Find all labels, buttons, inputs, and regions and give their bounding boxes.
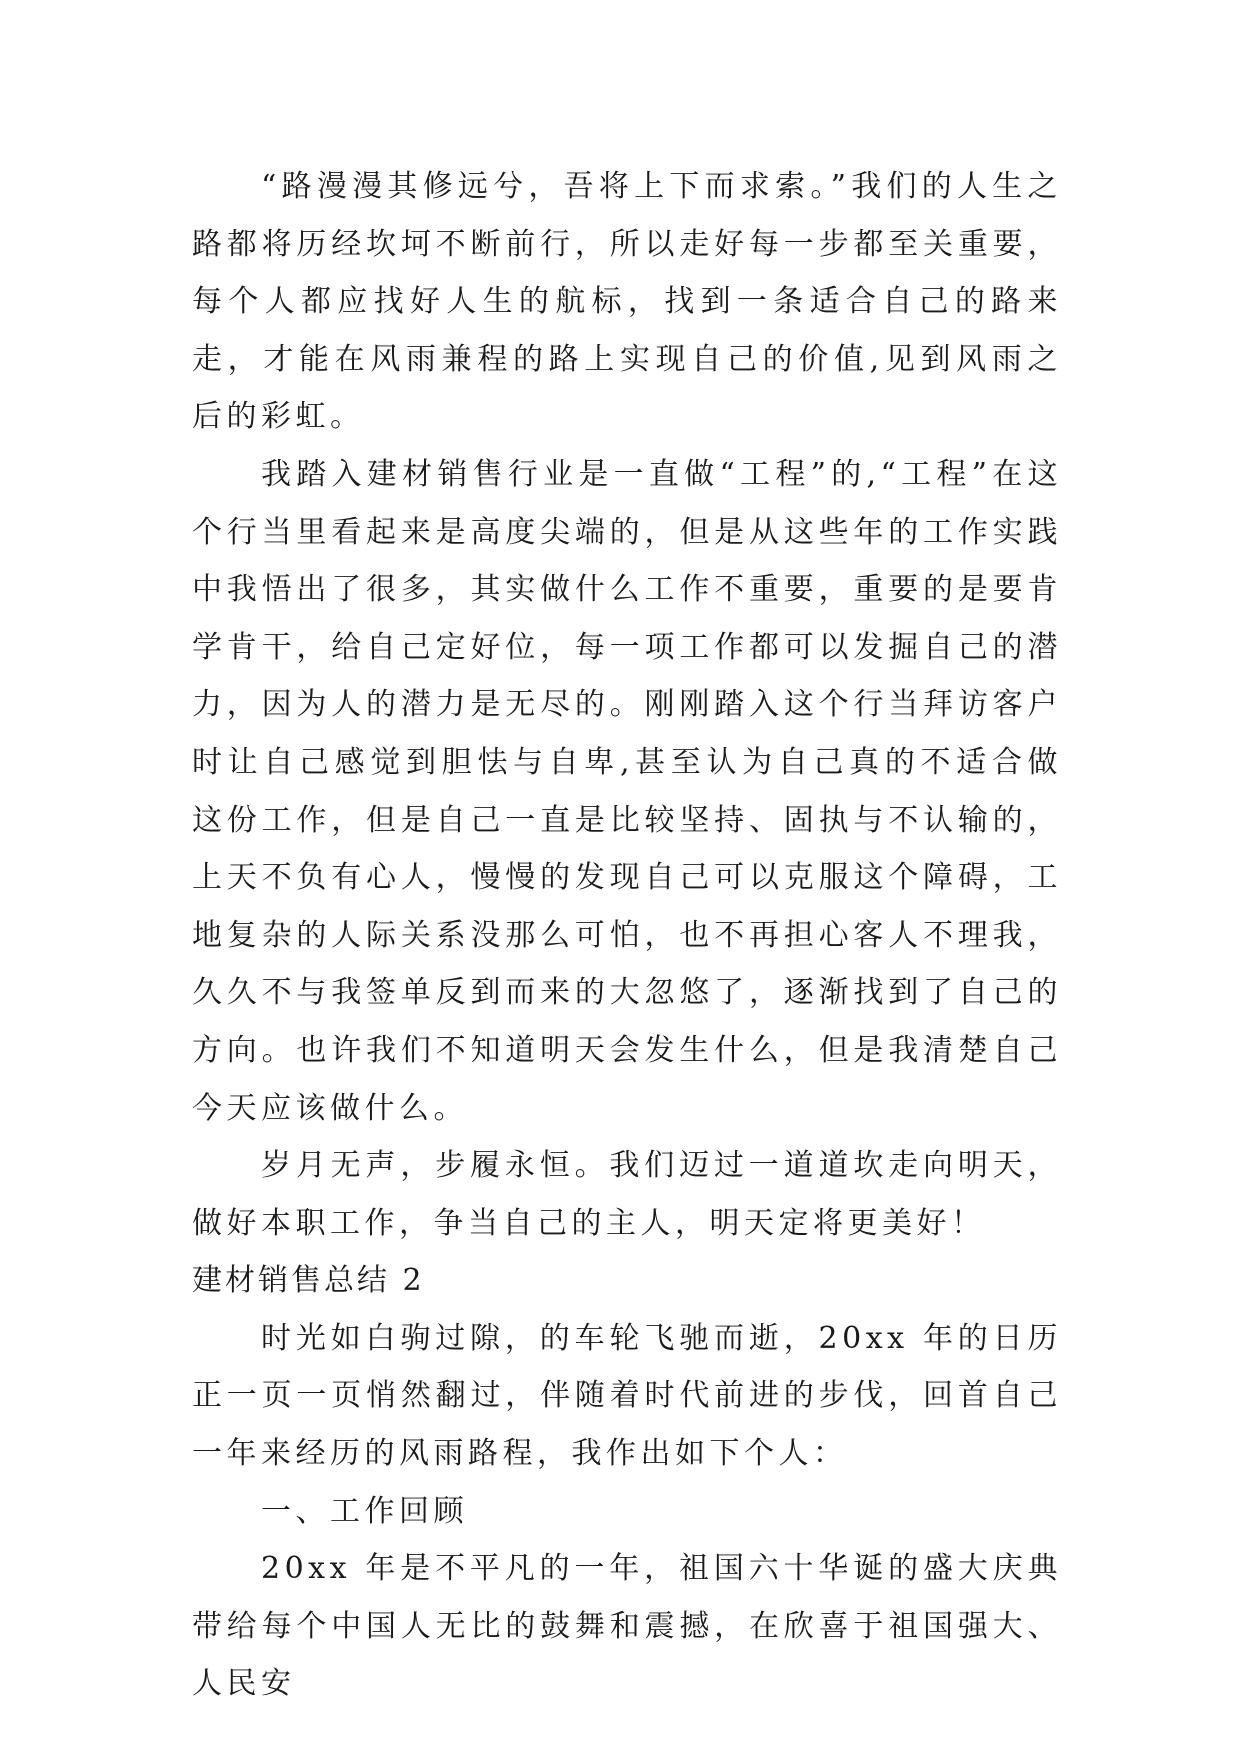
section-title: 一、工作回顾: [261, 1493, 468, 1529]
document-page: [192, 158, 1062, 1713]
paragraph-review: 20xx 年是不平凡的一年，祖国六十华诞的盛大庆典带给每个中国人无比的鼓舞和震撼，在欣喜于祖国强大、人民安: [192, 1551, 1062, 1702]
paragraph-intro: “路漫漫其修远兮，吾将上下而求索。”我们的人生之路都将历经坎坷不断前行，所以走好每一步都至关重要，每个人都应找好人生的航标，找到一条适合自己的路来走，才能在风雨兼程的路上实现自己的价值,见到风雨之后的彩虹。: [192, 169, 1062, 435]
paragraph-closing: 岁月无声，步履永恒。我们迈过一道道坎走向明天，做好本职工作，争当自己的主人，明天定将更美好！: [192, 1148, 1062, 1241]
paragraph-reflection: 时光如白驹过隙，的车轮飞驰而逝，20xx 年的日历正一页一页悄然翻过，伴随着时代前进的步伐，回首自己一年来经历的风雨路程，我作出如下个人：: [192, 1320, 1062, 1472]
paragraph-career: 我踏入建材销售行业是一直做“工程”的,“工程”在这个行当里看起来是高度尖端的，但是从这些年的工作实践中我悟出了很多，其实做什么工作不重要，重要的是要肯学肯干，给自己定好位，每一项工作都可以发掘自己的潜力，因为人的潜力是无尽的。刚刚踏入这个行当拜访客户时让自己感觉到胆怯与自卑,甚至认为自己真的不适合做这份工作，但是自己一直是比较坚持、固执与不认输的，上天不负有心人，慢慢的发现自己可以克服这个障碍，工地复杂的人际关系没那么可怕，也不再担心客人不理我，久久不与我签单反到而来的大忽悠了，逐渐找到了自己的方向。也许我们不知道明天会发生什么，但是我清楚自己今天应该做什么。: [192, 456, 1062, 1126]
section-heading: 建材销售总结 2: [192, 1263, 425, 1299]
